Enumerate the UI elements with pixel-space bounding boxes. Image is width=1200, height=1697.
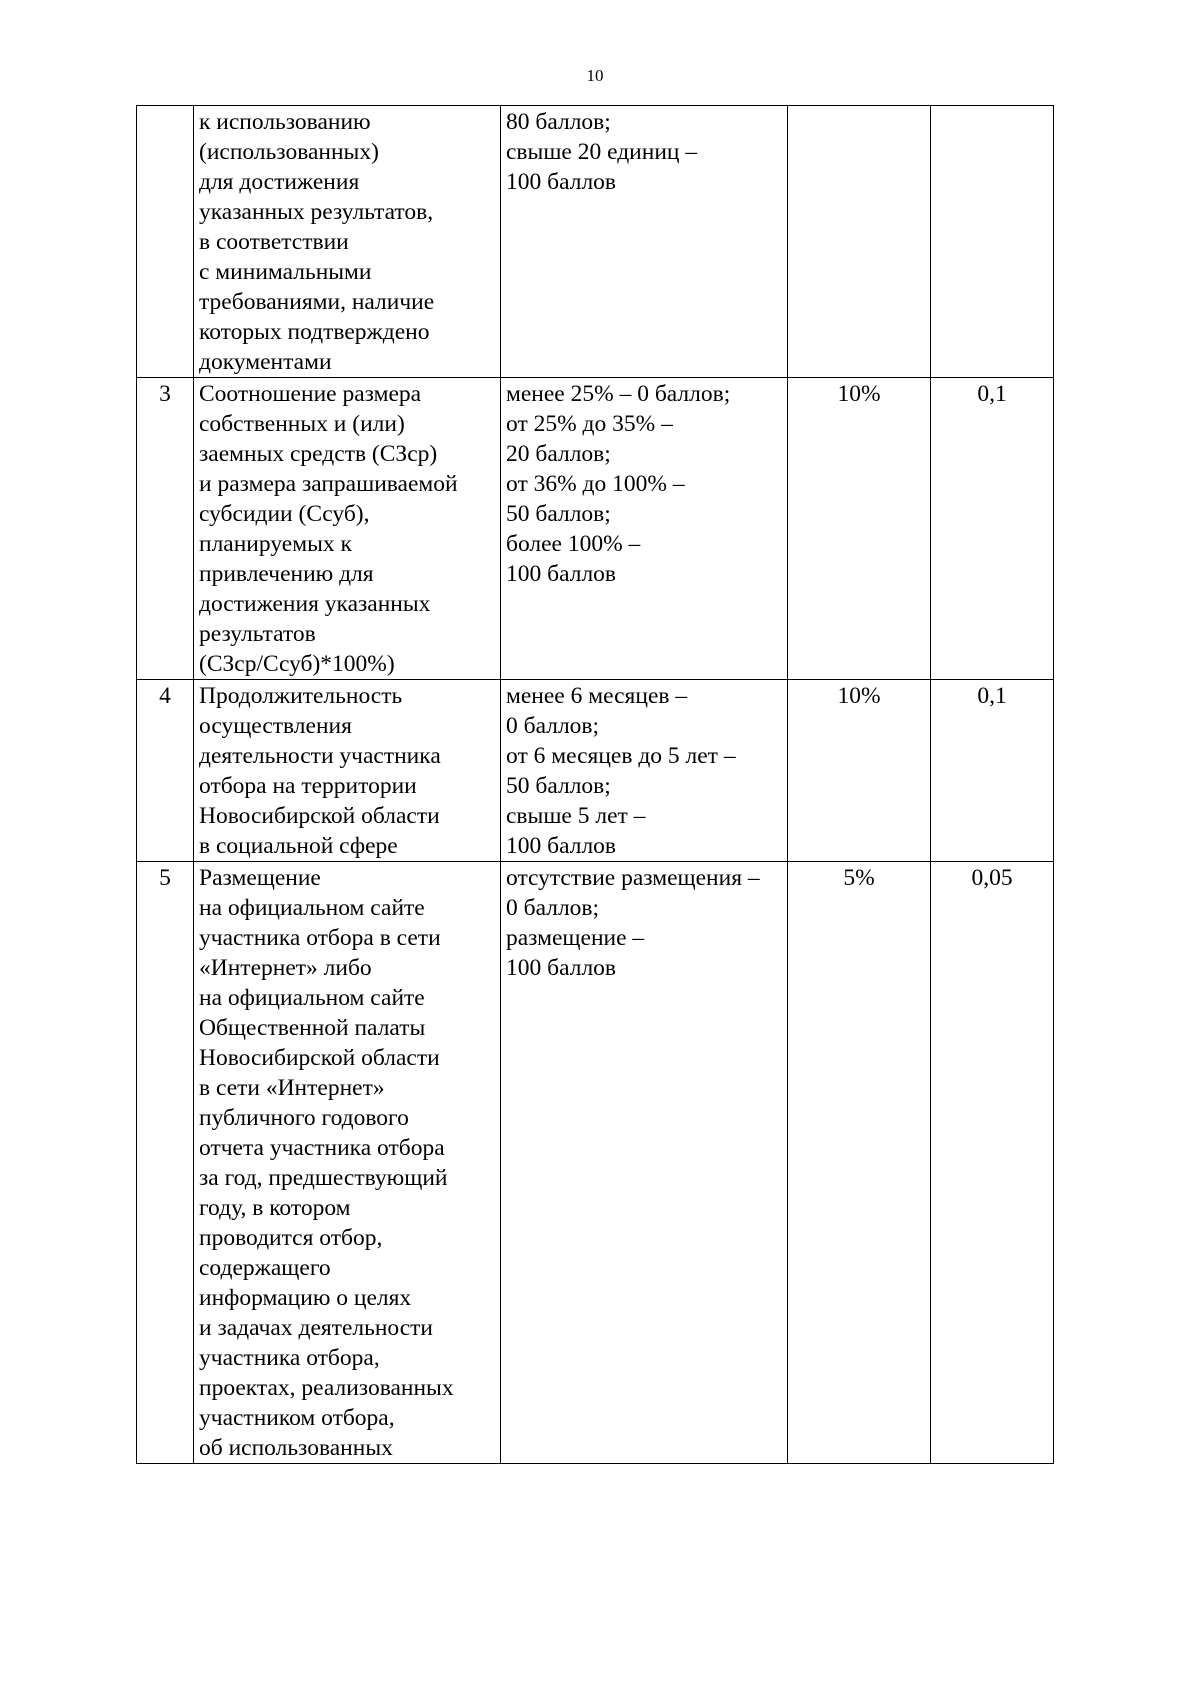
scoring-scale-line: 100 баллов	[506, 955, 617, 981]
scoring-scale-line: 0 баллов;	[506, 895, 600, 921]
criterion-coefficient-cell: 0,1	[931, 680, 1054, 862]
scoring-scale-line: 80 баллов;	[506, 109, 611, 135]
criterion-name-line: (СЗср/Ссуб)*100%)	[199, 651, 395, 677]
criterion-number-cell	[137, 106, 194, 378]
criterion-name-line: участника отбора,	[199, 1345, 380, 1371]
criterion-name-line: собственных и (или)	[199, 411, 405, 437]
scoring-scale-line: 50 баллов;	[506, 501, 611, 527]
criterion-name-line: в социальной сфере	[199, 833, 398, 859]
criterion-name-line: об использованных	[199, 1435, 393, 1461]
scoring-scale-line: 100 баллов	[506, 561, 617, 587]
criterion-name-line: результатов	[199, 621, 316, 647]
criterion-coefficient-cell: 0,1	[931, 378, 1054, 680]
criterion-name-line: и задачах деятельности	[199, 1315, 434, 1341]
scoring-scale-line: более 100% –	[506, 531, 641, 557]
criterion-number-cell: 3	[137, 378, 194, 680]
criterion-name-line: участником отбора,	[199, 1405, 395, 1431]
criterion-name-line: участника отбора в сети	[199, 925, 441, 951]
scoring-scale-cell	[501, 680, 788, 862]
scoring-scale-line: 0 баллов;	[506, 713, 600, 739]
criterion-name-line: Соотношение размера	[199, 381, 422, 407]
scoring-scale-line: 50 баллов;	[506, 773, 611, 799]
criterion-weight-cell: 5%	[788, 862, 931, 1464]
scoring-scale-line: 20 баллов;	[506, 441, 611, 467]
page-number: 10	[586, 66, 604, 85]
criterion-name-line: в сети «Интернет»	[199, 1075, 385, 1101]
criterion-name-line: отбора на территории	[199, 773, 417, 799]
criterion-name-line: осуществления	[199, 713, 352, 739]
criterion-name-line: требованиями, наличие	[199, 289, 435, 315]
criterion-name-line: проводится отбор,	[199, 1225, 383, 1251]
criterion-name-line: проектах, реализованных	[199, 1375, 454, 1401]
scoring-scale-line: 100 баллов	[506, 169, 617, 195]
criterion-name-line: субсидии (Ссуб),	[199, 501, 370, 527]
criterion-name-line: для достижения	[199, 169, 360, 195]
scoring-scale-line: менее 25% – 0 баллов;	[506, 381, 731, 407]
table-row	[137, 378, 1054, 680]
table-row	[137, 680, 1054, 862]
scoring-scale-line: размещение –	[506, 925, 645, 951]
criterion-name-line: Размещение	[199, 865, 321, 891]
criterion-name-line: привлечению для	[199, 561, 374, 587]
criterion-name-line: (использованных)	[199, 139, 379, 165]
scoring-scale-line: отсутствие размещения –	[506, 865, 760, 891]
criterion-name-line: и размера запрашиваемой	[199, 471, 458, 497]
criterion-name-line: «Интернет» либо	[199, 955, 372, 981]
criterion-name-line: Новосибирской области	[199, 803, 440, 829]
criterion-name-line: документами	[199, 349, 332, 375]
criterion-coefficient-cell: 0,05	[931, 862, 1054, 1464]
criterion-name-cell	[194, 680, 501, 862]
criterion-name-cell	[194, 378, 501, 680]
criterion-name-line: Общественной палаты	[199, 1015, 426, 1041]
criterion-name-line: публичного годового	[199, 1105, 409, 1131]
criterion-name-line: к использованию	[199, 109, 371, 135]
criterion-name-cell	[194, 862, 501, 1464]
scoring-scale-cell	[501, 106, 788, 378]
criterion-name-line: за год, предшествующий	[199, 1165, 448, 1191]
scoring-scale-cell	[501, 378, 788, 680]
scoring-scale-line: менее 6 месяцев –	[506, 683, 688, 709]
table-row	[137, 106, 1054, 378]
criterion-name-line: на официальном сайте	[199, 895, 425, 921]
criterion-name-line: содержащего	[199, 1255, 331, 1281]
criterion-name-cell	[194, 106, 501, 378]
criterion-name-line: Новосибирской области	[199, 1045, 440, 1071]
scoring-scale-line: свыше 5 лет –	[506, 803, 646, 829]
scoring-scale-line: от 36% до 100% –	[506, 471, 685, 497]
criteria-table-body	[137, 106, 1054, 1464]
criterion-name-line: указанных результатов,	[199, 199, 434, 225]
criterion-name-line: с минимальными	[199, 259, 372, 285]
scoring-scale-line: свыше 20 единиц –	[506, 139, 698, 165]
scoring-scale-line: 100 баллов	[506, 833, 617, 859]
criterion-name-line: планируемых к	[199, 531, 352, 557]
criterion-name-line: достижения указанных	[199, 591, 431, 617]
criteria-table	[136, 105, 1054, 1464]
criterion-weight-cell: 10%	[788, 378, 931, 680]
criterion-name-line: в соответствии	[199, 229, 349, 255]
criterion-coefficient-cell	[931, 106, 1054, 378]
criterion-name-line: которых подтверждено	[199, 319, 430, 345]
criterion-weight-cell: 10%	[788, 680, 931, 862]
criterion-name-line: отчета участника отбора	[199, 1135, 445, 1161]
table-row	[137, 862, 1054, 1464]
scoring-scale-cell	[501, 862, 788, 1464]
criterion-name-line: на официальном сайте	[199, 985, 425, 1011]
criterion-weight-cell	[788, 106, 931, 378]
scoring-scale-line: от 25% до 35% –	[506, 411, 673, 437]
criterion-number-cell: 4	[137, 680, 194, 862]
criterion-name-line: информацию о целях	[199, 1285, 412, 1311]
criterion-name-line: деятельности участника	[199, 743, 441, 769]
criterion-name-line: заемных средств (СЗср)	[199, 441, 438, 467]
criterion-number-cell: 5	[137, 862, 194, 1464]
scoring-scale-line: от 6 месяцев до 5 лет –	[506, 743, 736, 769]
criterion-name-line: Продолжительность	[199, 683, 403, 709]
criterion-name-line: году, в котором	[199, 1195, 351, 1221]
